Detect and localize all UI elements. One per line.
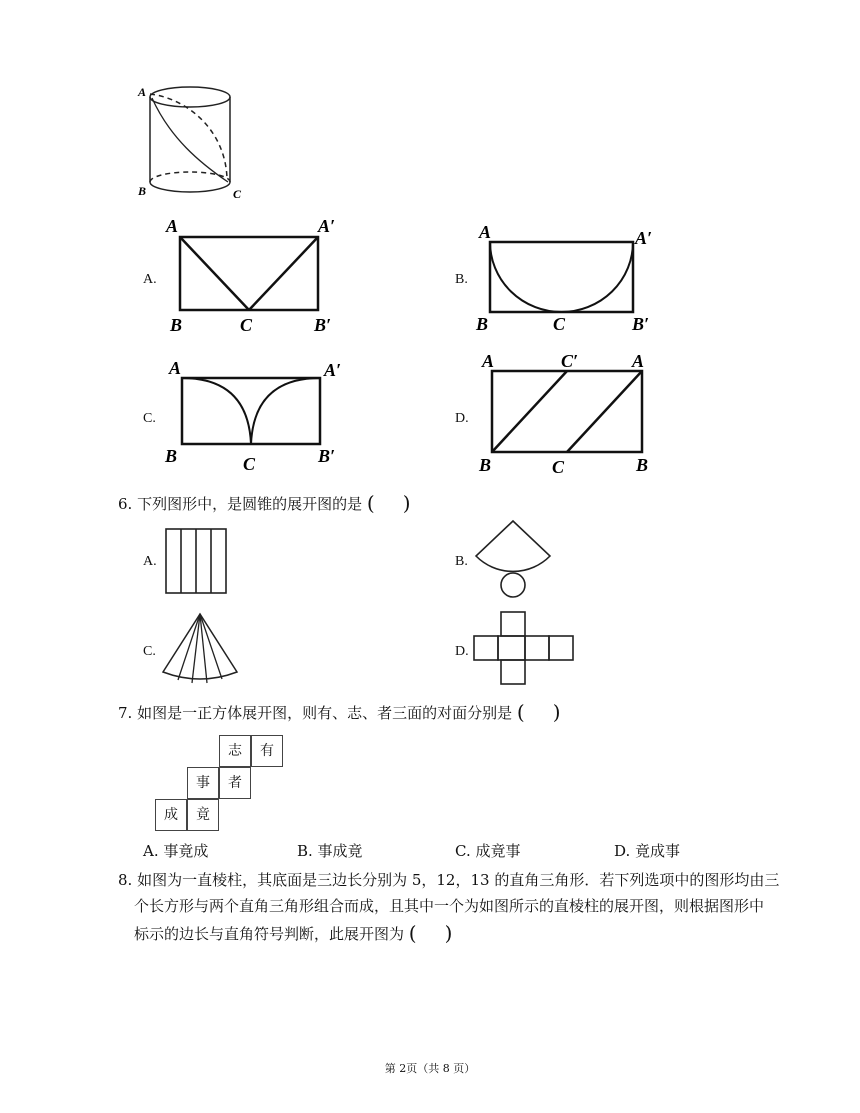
page-footer: 第 2页（共 8 页） [384,1062,476,1075]
q5c-vertex-a-prime: A′ [324,360,342,380]
q5-option-c-label[interactable]: C. [143,411,156,426]
q5b-vertex-b: B [476,314,489,334]
q8-line-2: 个长方形与两个直角三角形组合而成，且其中一个为如图所示的直棱柱的展开图，则根据图形中 [134,897,765,915]
net-cell-shi: 事 [187,767,219,799]
q5d-vertex-c: C [552,457,565,477]
q5b-vertex-c: C [553,314,566,334]
net-cell-jing: 竟 [187,799,219,831]
q5-option-b-figure[interactable] [472,220,672,338]
q5a-vertex-b: B [170,315,183,335]
net-cell-zhe: 者 [219,767,251,799]
q5d-vertex-b-right: B [636,455,649,475]
q5c-vertex-b-prime: B′ [318,446,336,466]
question-7 [118,698,561,726]
q5b-vertex-a: A [479,222,492,242]
q6-option-b-figure[interactable] [470,518,560,600]
cyl-label-b: B [138,184,147,198]
q7-option-c[interactable]: C. 成竟事 [455,842,521,860]
q8-line-3-text: 标示的边长与直角符号判断，此展开图为 [134,925,405,943]
q5-option-b-label[interactable]: B. [455,272,468,287]
q5c-vertex-c: C [243,454,256,474]
q6-paren-close: ) [402,491,411,515]
q5a-vertex-b-prime: B′ [314,315,332,335]
q5-option-d-figure[interactable] [472,347,672,477]
q5c-vertex-a: A [169,358,182,378]
q6-option-b-label[interactable]: B. [455,554,468,569]
q5d-vertex-c-prime: C′ [561,351,579,371]
q5c-vertex-b: B [165,446,178,466]
question-6 [118,489,411,517]
q5a-vertex-a-prime: A′ [318,216,336,236]
q5-option-d-label[interactable]: D. [455,411,469,426]
q7-option-b[interactable]: B. 事成竟 [297,842,363,860]
net-cell-you: 有 [251,735,283,767]
q5d-vertex-a-left: A [482,351,495,371]
q7-paren-close: ) [552,700,561,724]
q8-paren-close: ) [444,921,453,945]
cyl-label-a: A [138,85,147,99]
q7-paren-open: ( [516,700,525,724]
q5b-vertex-b-prime: B′ [632,314,650,334]
q8-line-1: 8. 如图为一直棱柱，其底面是三边长分别为 5，12，13 的直角三角形．若下列选项中的图形均由三 [118,871,780,889]
cylinder-svg [130,78,250,208]
q5b-vertex-a-prime: A′ [635,228,653,248]
q6-text: 6. 下列图形中，是圆锥的展开图的是 [118,495,363,513]
net-cell-cheng: 成 [155,799,187,831]
cube-net [154,735,289,835]
q6-option-d-figure[interactable] [472,610,582,690]
q5d-vertex-b-left: B [479,455,492,475]
q6-option-a-label[interactable]: A. [143,554,157,569]
q6-option-a-figure[interactable] [164,527,234,599]
q6-option-d-label[interactable]: D. [455,644,469,659]
q7-text: 7. 如图是一正方体展开图，则有、志、者三面的对面分别是 [118,704,513,722]
q5a-vertex-a: A [166,216,179,236]
q6-option-c-figure[interactable] [160,610,250,688]
q5-option-a-figure[interactable] [160,215,350,335]
q6-paren-open: ( [366,491,375,515]
q8-paren-open: ( [408,921,417,945]
q5a-vertex-c: C [240,315,253,335]
cyl-label-c: C [233,187,242,201]
q8-line-3 [134,919,452,947]
q5-option-a-label[interactable]: A. [143,272,157,287]
q7-option-d[interactable]: D. 竟成事 [614,842,681,860]
net-cell-zhi: 志 [219,735,251,767]
cylinder-figure [130,78,250,208]
q6-option-c-label[interactable]: C. [143,644,156,659]
q5-option-c-figure[interactable] [160,356,360,474]
q7-option-a[interactable]: A. 事竟成 [143,842,209,860]
q5d-vertex-a-right: A [632,351,645,371]
